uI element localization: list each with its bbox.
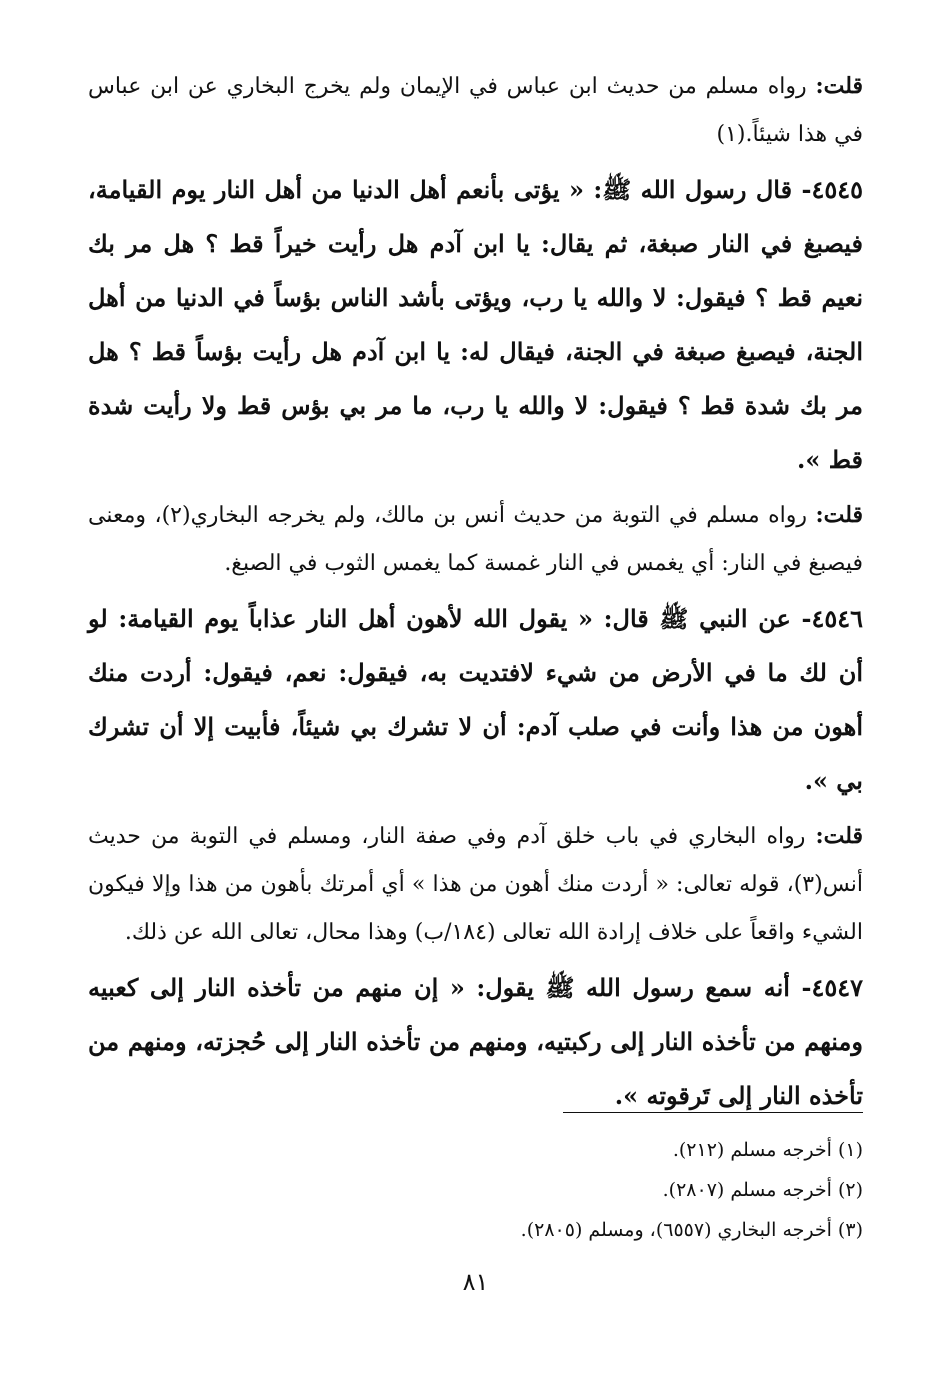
footnote-1: (١) أخرجه مسلم (٢١٢). bbox=[672, 1139, 863, 1161]
commentary-paragraph-1 bbox=[88, 62, 863, 159]
commentary-paragraph-2 bbox=[88, 491, 863, 588]
commentary-lead: قلت: bbox=[815, 502, 863, 528]
hadith-4545: ٤٥٤٥- قال رسول الله ﷺ: « يؤتى بأنعم أهل الدنيا من أهل النار يوم القيامة، فيصبغ في النار صبغة، ثم يقال: يا ابن آدم هل رأيت خيراً قط ؟ هل مر بك نعيم قط ؟ فيقول: لا والله يا رب، ويؤتى بأشد الناس بؤساً في الدنيا من أهل الجنة، فيصبغ صبغة في الجنة، فيقال له: يا ابن آدم هل رأيت بؤساً قط ؟ هل مر بك شدة قط ؟ فيقول: لا والله يا رب، ما مر بي بؤس قط ولا رأيت شدة قط ». bbox=[88, 175, 863, 474]
footnote-2: (٢) أخرجه مسلم (٢٨٠٧). bbox=[662, 1179, 863, 1201]
hadith-4546: ٤٥٤٦- عن النبي ﷺ قال: « يقول الله لأهون أهل النار عذاباً يوم القيامة: لو أن لك ما في الأرض من شيء لافتديت به، فيقول: نعم، فيقول: أردت منك أهون من هذا وأنت في صلب آدم: أن لا تشرك بي شيئاً، فأبيت إلا أن تشرك بي ». bbox=[88, 604, 864, 795]
footnote-3: (٣) أخرجه البخاري (٦٥٥٧)، ومسلم (٢٨٠٥). bbox=[520, 1219, 863, 1241]
footnotes bbox=[88, 1130, 863, 1250]
commentary-lead: قلت: bbox=[815, 823, 863, 849]
commentary-paragraph-3 bbox=[88, 812, 863, 957]
commentary-text: رواه مسلم في التوبة من حديث أنس بن مالك، ولم يخرجه البخاري(٢)، ومعنى فيصبغ في النار: أي يغمس في النار غمسة كما يغمس الثوب في الصبغ. bbox=[88, 503, 863, 576]
commentary-lead: قلت: bbox=[815, 73, 863, 99]
page-number: ٨١ bbox=[462, 1268, 489, 1296]
commentary-text: رواه مسلم من حديث ابن عباس في الإيمان ولم يخرج البخاري عن ابن عباس في هذا شيئاً.(١) bbox=[88, 74, 863, 147]
hadith-4547: ٤٥٤٧- أنه سمع رسول الله ﷺ يقول: « إن منهم من تأخذه النار إلى كعبيه ومنهم من تأخذه النار إلى ركبتيه، ومنهم من تأخذه النار إلى حُجزته، ومنهم من تأخذه النار إلى تَرقوته ». bbox=[88, 973, 863, 1110]
footnote-divider bbox=[563, 1112, 863, 1113]
commentary-text: رواه البخاري في باب خلق آدم وفي صفة النار، ومسلم في التوبة من حديث أنس(٣)، قوله تعالى: « أردت منك أهون من هذا » أي أمرتك بأهون من هذا وإلا فيكون الشيء واقعاً على خلاف إرادة الله تعالى (١٨٤/ب) وهذا محال، تعالى الله عن ذلك. bbox=[88, 824, 863, 945]
